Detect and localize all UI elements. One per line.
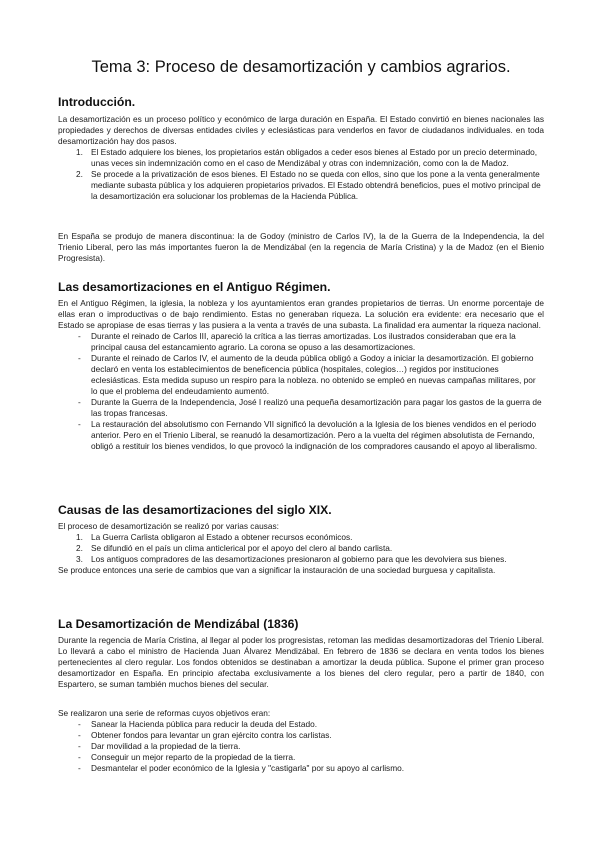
paragraph: Se realizaron una serie de reformas cuyos objetivos eran:	[58, 708, 271, 718]
section-introduccion-p2	[58, 231, 544, 264]
list-item: - Durante el reinado de Carlos III, apareció la crítica a las tierras amortizadas. Los ilustrados consideraban que era la principal causa del estancamiento agrario. La corona se opuso a las desamortizaciones.	[78, 331, 516, 352]
numbered-list	[58, 532, 544, 565]
list-item: - Obtener fondos para levantar un gran ejército contra los carlistas.	[78, 730, 332, 740]
section-antiguo-regimen	[58, 298, 544, 452]
paragraph: Se produce entonces una serie de cambios que van a significar la instauración de una sociedad burguesa y capitalista.	[58, 565, 496, 575]
section-heading-causas: Causas de las desamortizaciones del siglo XIX.	[58, 503, 332, 517]
section-mendizabal-objetivos	[58, 708, 544, 774]
section-mendizabal	[58, 635, 544, 690]
paragraph: Durante la regencia de María Cristina, al llegar al poder los progresistas, retoman las medidas desamortizadoras del Trienio Liberal. Lo llevará a cabo el ministro de Hacienda Juan Álvarez Mendizábal. En febrero de 1836 se declara en venta todos los bienes pertenecientes al clero regular. Los fondos obtenidos se destinaban a amortizar la deuda pública. Supone el primer gran proceso desamortizador en España. En principio afectaba exclusivamente a los bienes del clero regular, pero a partir de 1840, con Espartero, se suman también muchos bienes del secular.	[58, 635, 544, 689]
list-item: - Desmantelar el poder económico de la Iglesia y "castigarla" por su apoyo al carlismo.	[78, 763, 405, 773]
dash-list	[58, 331, 544, 452]
list-item: - Durante la Guerra de la Independencia, José I realizó una pequeña desamortización para pagar los gastos de la guerra de las tropas francesas.	[78, 397, 542, 418]
section-introduccion	[58, 114, 544, 202]
paragraph: En el Antiguo Régimen, la iglesia, la nobleza y los ayuntamientos eran grandes propietarios de tierras. Un enorme porcentaje de ellas eran o improductivas o de bajo rendimiento. Estas no generaban riqueza. La solución era evidente: era necesario que el Estado se apropiase de esas tierras y las pusiera a la venta a través de una subasta. La finalidad era aumentar la riqueza nacional.	[58, 298, 544, 330]
list-item: - Sanear la Hacienda pública para reducir la deuda del Estado.	[78, 719, 318, 729]
numbered-list	[58, 147, 544, 202]
paragraph: El proceso de desamortización se realizó por varias causas:	[58, 521, 279, 531]
page-title: Tema 3: Proceso de desamortización y cambios agrarios.	[91, 58, 511, 76]
list-item: 2. Se procede a la privatización de esos bienes. El Estado no se queda con ellos, sino que los pone a la venta generalmente mediante subasta pública y los adquieren propietarios privados. El Estado obtendrá beneficios, pues el motivo principal de la desamortización era solucionar los problemas de la Hacienda Pública.	[76, 169, 541, 201]
dash-list	[58, 719, 544, 774]
section-heading-introduccion: Introducción.	[58, 95, 136, 109]
paragraph: En España se produjo de manera discontinua: la de Godoy (ministro de Carlos IV), la de la Guerra de la Independencia, la del Trienio Liberal, pero las más importantes fueron la de Mendizábal (en la regencia de María Cristina) y la de Madoz (en el Bienio Progresista).	[58, 231, 544, 263]
list-item: 1. La Guerra Carlista obligaron al Estado a obtener recursos económicos.	[76, 532, 353, 542]
list-item: - Durante el reinado de Carlos IV, el aumento de la deuda pública obligó a Godoy a iniciar la desamortización. El gobierno declaró en venta los establecimientos de beneficencia pública (hospitales, colegios…) regidos por instituciones eclesiásticas. Esta medida supuso un respiro para la nobleza. no obtenido se empleó en nuevas campañas militares, por lo que el problema del endeudamiento aumentó.	[78, 353, 536, 396]
section-heading-mendizabal: La Desamortización de Mendizábal (1836)	[58, 617, 299, 631]
list-item: 3. Los antiguos compradores de las desamortizaciones presionaron al gobierno para que les devolviera sus bienes.	[76, 554, 507, 564]
section-causas	[58, 521, 544, 576]
list-item: 2. Se difundió en el país un clima anticlerical por el apoyo del clero al bando carlista.	[76, 543, 393, 553]
list-item: 1. El Estado adquiere los bienes, los propietarios están obligados a ceder esos bienes al Estado por un precio determinado, unas veces sin indemnización como en el caso de Mendizábal y otras con indemnización, como con la de Madoz.	[76, 147, 538, 168]
section-heading-antiguo-regimen: Las desamortizaciones en el Antiguo Régimen.	[58, 280, 331, 294]
paragraph: La desamortización es un proceso político y económico de larga duración en España. El Estado convirtió en bienes nacionales las propiedades y derechos de diversas entidades civiles y eclesiásticas para venderlos en favor de ciudadanos individuales. en toda desamortización hay dos pasos.	[58, 114, 544, 146]
list-item: - Dar movilidad a la propiedad de la tierra.	[78, 741, 241, 751]
list-item: - La restauración del absolutismo con Fernando VII significó la devolución a la Iglesia de los bienes vendidos en el periodo anterior. Pero en el Trienio Liberal, se reanudó la desamortización. Pero a la vuelta del régimen absolutista de Fernando, obligó a restituir los bienes vendidos, lo que provocó la indignación de los compradores causando el apoyo al liberalismo.	[78, 419, 537, 451]
list-item: - Conseguir un mejor reparto de la propiedad de la tierra.	[78, 752, 296, 762]
